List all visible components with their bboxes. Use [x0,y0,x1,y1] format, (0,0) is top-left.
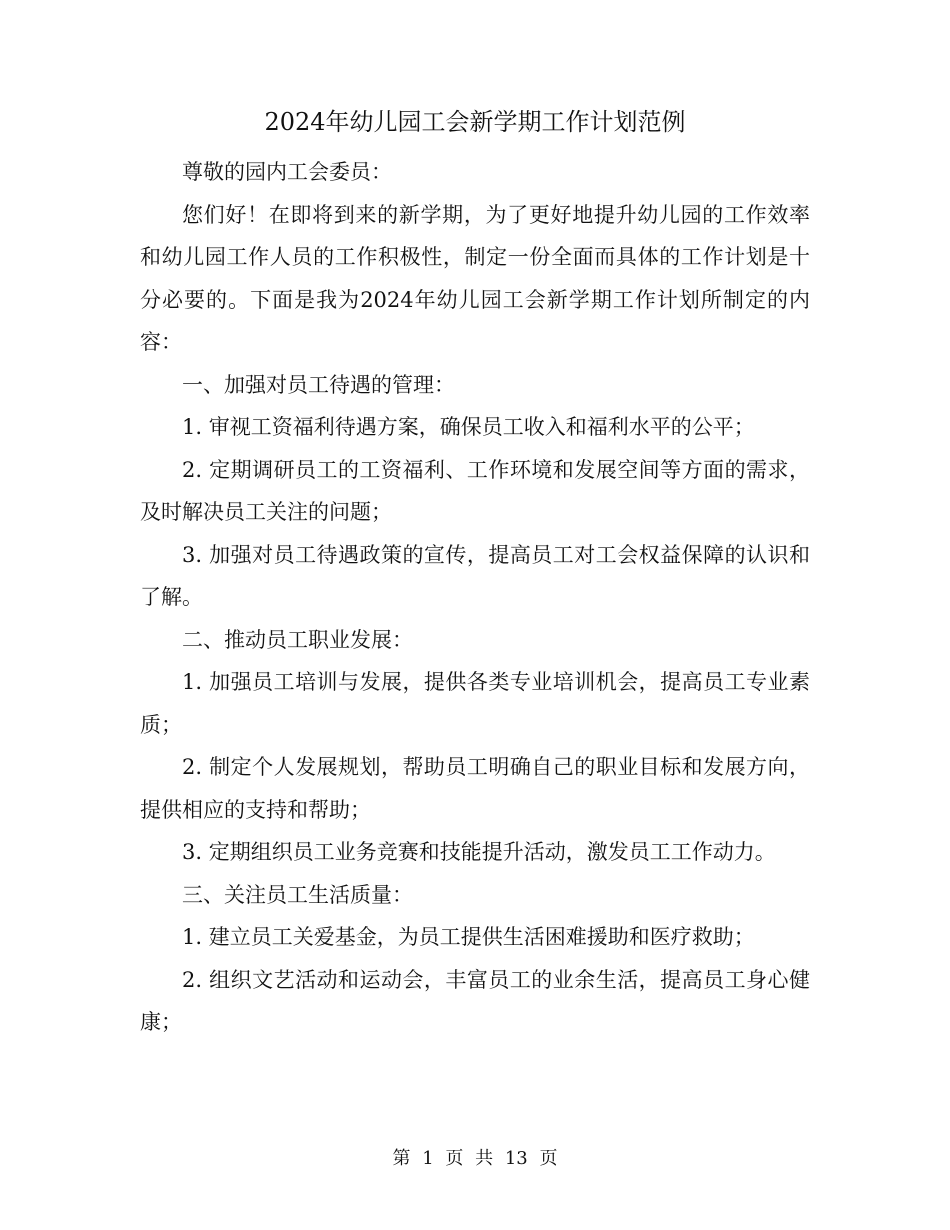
list-item: 1. 加强员工培训与发展，提供各类专业培训机会，提高员工专业素质； [140,670,810,737]
list-item: 2. 制定个人发展规划，帮助员工明确自己的职业目标和发展方向，提供相应的支持和帮助； [140,755,810,822]
salutation: 尊敬的园内工会委员： [182,160,392,184]
section-heading-1: 一、加强对员工待遇的管理： [182,372,455,397]
list-item: 3. 加强对员工待遇政策的宣传，提高员工对工会权益保障的认识和了解。 [140,542,810,609]
list-item: 3. 定期组织员工业务竞赛和技能提升活动，激发员工工作动力。 [182,840,776,864]
document-title: 2024年幼儿园工会新学期工作计划范例 [264,108,686,136]
list-item: 2. 组织文艺活动和运动会，丰富员工的业余生活，提高员工身心健康； [140,967,810,1034]
list-item: 1. 建立员工关爱基金，为员工提供生活困难援助和医疗救助； [182,925,755,949]
intro-paragraph: 您们好！在即将到来的新学期，为了更好地提升幼儿园的工作效率和幼儿园工作人员的工作积极性，制定一份全面而具体的工作计划是十分必要的。下面是我为2024年幼儿园工会新学期工作计划所制定的内容： [140,202,810,354]
section-heading-2: 二、推动员工职业发展： [182,627,413,652]
list-item: 1. 审视工资福利待遇方案，确保员工收入和福利水平的公平； [182,415,755,439]
section-heading-3: 三、关注员工生活质量： [182,882,413,907]
document-body [140,151,810,1044]
page-footer: 第 1 页 共 13 页 [392,1148,558,1169]
list-item: 2. 定期调研员工的工资福利、工作环境和发展空间等方面的需求，及时解决员工关注的问题； [140,457,810,524]
